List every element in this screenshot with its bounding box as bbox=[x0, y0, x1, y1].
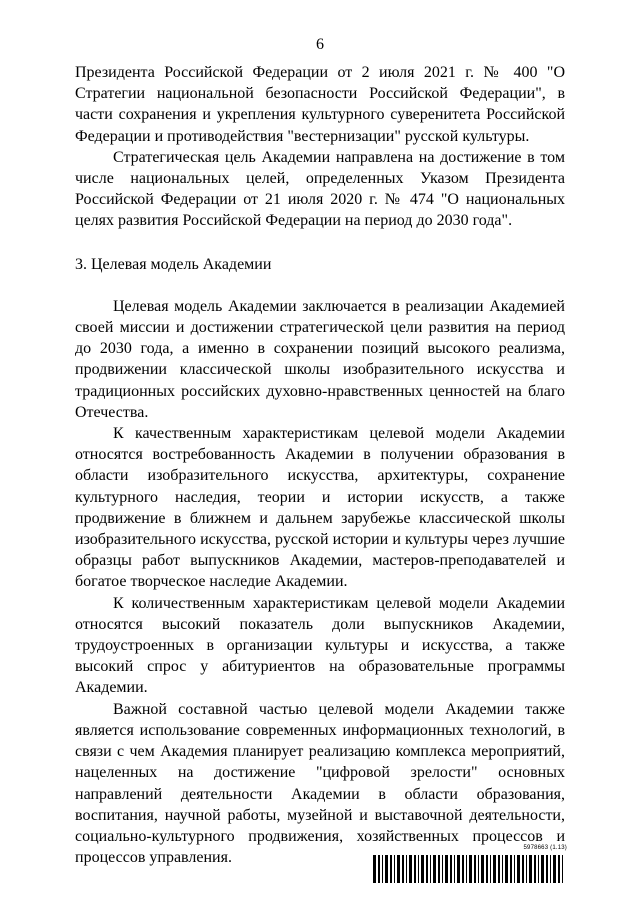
paragraph-quantitative: К количественным характеристикам целевой модели Академии относятся высокий показатель доли выпускников Академии, трудоустроенных в организации культуры и искусства, а также высокий спрос у абитуриентов на образовательные программы Академии. bbox=[75, 594, 565, 697]
document-body bbox=[75, 62, 565, 868]
paragraph-strategic-goal: Стратегическая цель Академии направлена на достижение в том числе национальных целей, определенных Указом Президента Российской Федерации от 21 июля 2020 г. № 474 "О национальных целях развития Российской Федерации на период до 2030 года". bbox=[75, 148, 565, 230]
page-number: 6 bbox=[316, 36, 324, 53]
paragraph-qualitative: К качественным характеристикам целевой модели Академии относятся востребованность Академии в получении образования в области изобразительного искусства, архитектуры, сохранение культурного наследия, теории и истории искусств, а также продвижение в ближнем и дальнем зарубежье классической школы изобразительного искусства, русской истории и культуры через лучшие образцы работ выпускников Академии, мастеров-преподавателей и богатое творческое наследие Академии. bbox=[75, 425, 565, 591]
barcode-icon bbox=[373, 855, 567, 883]
paragraph-target-model: Целевая модель Академии заключается в реализации Академией своей миссии и достижении стратегической цели развития на период до 2030 года, а именно в сохранении позиций высокого реализма, продвижении классической школы изобразительного искусства и традиционных российских духовно-нравственных ценностей на благо Отечества. bbox=[75, 297, 565, 421]
barcode-caption: 5978663 (1.13) bbox=[523, 845, 567, 851]
paragraph-digital: Важной составной частью целевой модели Академии также является использование современных информационных технологий, в связи с чем Академия планирует реализацию комплекса мероприятий, нацеленных на достижение "цифровой зрелости" основных направлений деятельности Академии в области образования, воспитания, научной работы, музейной и выставочной деятельности, социально-культурного продвижения, хозяйственных процессов и процессов управления. bbox=[75, 700, 565, 867]
barcode-block bbox=[373, 845, 567, 885]
section-heading: 3. Целевая модель Академии bbox=[75, 255, 272, 273]
paragraph-continuation: Президента Российской Федерации от 2 июля 2021 г. № 400 "О Стратегии национальной безопасности Российской Федерации", в части сохранения и укрепления культурного суверенитета Российской Федерации и противодействия "вестернизации" русской культуры. bbox=[75, 64, 565, 145]
